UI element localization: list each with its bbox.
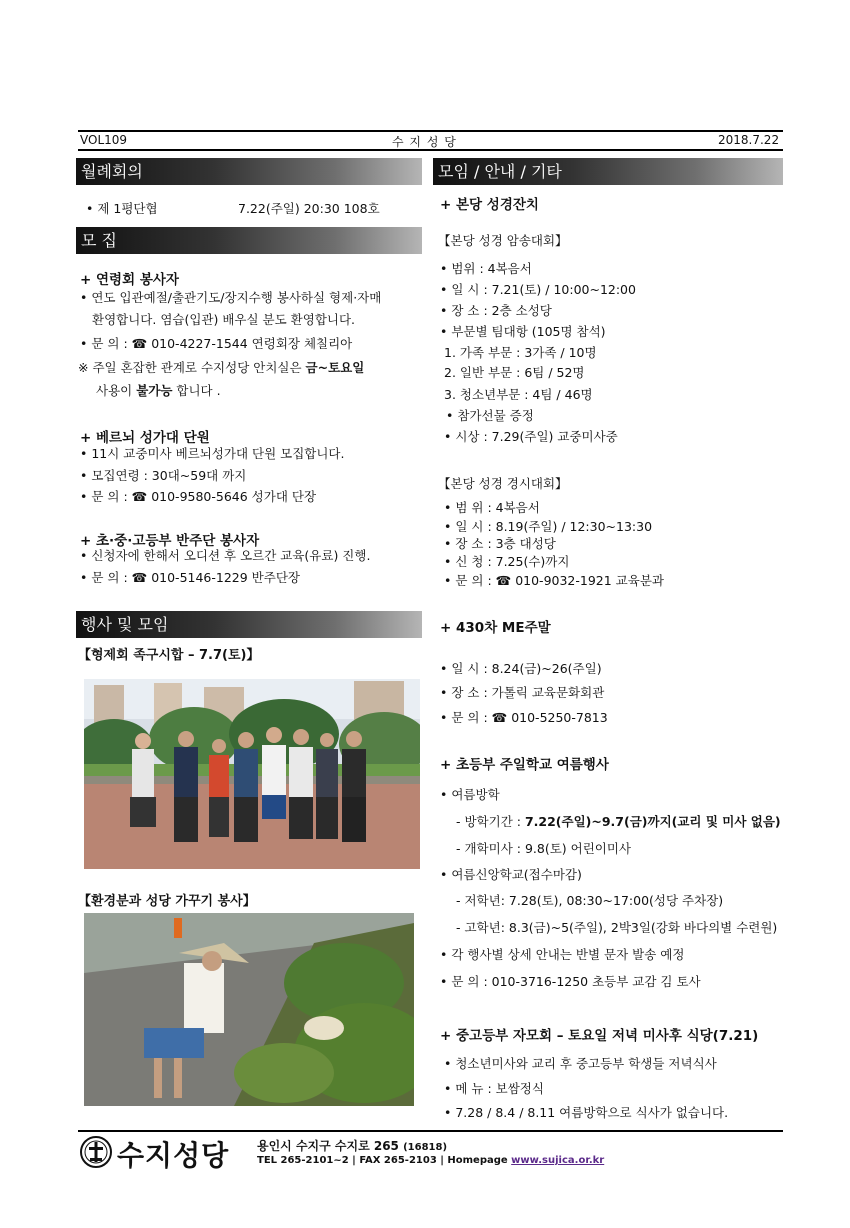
recruit-funeral-note1 — [78, 360, 364, 376]
me-weekend-title: + 430차 ME주말 — [440, 620, 551, 636]
recruit-funeral-line2: 환영합니다. 염습(입관) 배우실 분도 환영합니다. — [92, 312, 356, 327]
contact-label: • 문 의 : — [80, 336, 128, 351]
zip-code: (16818) — [403, 1142, 448, 1153]
parish-logo-icon — [80, 1136, 112, 1168]
recruit-funeral-contact — [80, 336, 352, 352]
newsletter-title: 수 지 성 당 — [392, 135, 457, 149]
footer-contact — [257, 1155, 604, 1166]
period-value: 7.22(주일)~9.7(금)까지(교리 및 미사 없음) — [524, 814, 781, 829]
phone-icon: ☎ — [495, 573, 512, 588]
recitation-place: • 장 소 : 2층 소성당 — [440, 303, 552, 318]
period-label: - 방학기간 : — [456, 814, 525, 829]
recruit-organ-contact — [80, 570, 300, 586]
phone-icon: ☎ — [131, 570, 148, 585]
recruit-funeral-title: + 연령회 봉사자 — [80, 272, 179, 288]
quiz-contact — [444, 573, 664, 589]
recitation-youth: 3. 청소년부문 : 4팀 / 46명 — [444, 387, 593, 402]
monthly-when: 7.22(주일) 20:30 108호 — [238, 201, 380, 216]
quiz-contest-subtitle: 【본당 성경 경시대회】 — [438, 476, 568, 491]
me-place: • 장 소 : 가톨릭 교육문화회관 — [440, 685, 605, 700]
phone-icon: ☎ — [131, 489, 148, 504]
phone-icon: ☎ — [491, 710, 508, 725]
contact-label: • 문 의 : — [440, 710, 488, 725]
contact-numbers: TEL 265-2101~2 | FAX 265-2103 | Homepage — [257, 1155, 512, 1166]
contact-label: • 문 의 : — [80, 489, 128, 504]
section-bar-monthly: 월례회의 — [76, 158, 422, 185]
note-text: ※ 주일 혼잡한 관계로 수지성당 안치실은 — [78, 360, 306, 375]
meal-line1: • 청소년미사와 교리 후 중고등부 학생들 저녁식사 — [444, 1056, 717, 1071]
monthly-group: • 제 1평단협 — [86, 201, 158, 216]
recitation-general: 2. 일반 부문 : 6팀 / 52명 — [444, 365, 585, 380]
contact-value: 010-4227-1544 연령회장 체칠리아 — [151, 336, 353, 351]
contact-value: 010-5146-1229 반주단장 — [151, 570, 300, 585]
mothers-meal-title: + 중고등부 자모회 – 토요일 저녁 미사후 식당(7.21) — [440, 1028, 759, 1044]
top-rule — [78, 130, 783, 132]
meal-no-service: • 7.28 / 8.4 / 8.11 여름방학으로 식사가 없습니다. — [444, 1105, 729, 1120]
recitation-gift: • 참가선물 증정 — [446, 408, 534, 423]
bible-festival-title: + 본당 성경잔치 — [440, 197, 539, 213]
soccer-group-photo — [84, 679, 420, 869]
summer-vacation-period — [456, 814, 781, 830]
recruit-choir-title: + 베르뇌 성가대 단원 — [80, 430, 210, 446]
garden-volunteer-photo — [84, 913, 414, 1106]
note-bold: 금~토요일 — [305, 360, 365, 375]
me-date: • 일 시 : 8.24(금)~26(주일) — [440, 661, 602, 676]
summer-lower-grades: - 저학년: 7.28(토), 08:30~17:00(성당 주차장) — [456, 893, 724, 908]
photo2-caption: 【환경분과 성당 가꾸기 봉사】 — [78, 894, 256, 909]
contact-value: 010-9580-5646 성가대 단장 — [151, 489, 317, 504]
summer-notice: • 각 행사별 상세 안내는 반별 문자 발송 예정 — [440, 947, 685, 962]
recitation-date: • 일 시 : 7.21(토) / 10:00~12:00 — [440, 282, 636, 297]
me-contact — [440, 710, 608, 726]
recruit-choir-line1: • 11시 교중미사 베르뇌성가대 단원 모집합니다. — [80, 446, 345, 461]
quiz-date: • 일 시 : 8.19(주일) / 12:30~13:30 — [444, 519, 653, 534]
recruit-choir-contact — [80, 489, 316, 505]
volume-number: VOL109 — [80, 133, 128, 147]
recruit-organ-title: + 초·중·고등부 반주단 봉사자 — [80, 533, 260, 549]
footer-address — [257, 1137, 447, 1154]
summer-faith-school: • 여름신앙학교(접수마감) — [440, 867, 582, 882]
footer-rule — [78, 1130, 783, 1132]
recruit-funeral-line1: • 연도 입관예절/출관기도/장지수행 봉사하실 형제·자매 — [80, 290, 382, 305]
contact-value: 010-9032-1921 교육분과 — [515, 573, 664, 588]
header-rule — [78, 149, 783, 151]
summer-vacation: • 여름방학 — [440, 787, 500, 802]
note-text: 사용이 — [96, 383, 137, 398]
recitation-contest-subtitle: 【본당 성경 암송대회】 — [438, 233, 568, 248]
note-bold: 불가능 — [136, 383, 173, 398]
homepage-link[interactable]: www.sujica.or.kr — [511, 1155, 605, 1166]
quiz-range: • 범 위 : 4복음서 — [444, 500, 540, 515]
phone-icon: ☎ — [131, 336, 148, 351]
note-text: 합니다 . — [172, 383, 221, 398]
contact-value: 010-5250-7813 — [511, 710, 608, 725]
summer-contact: • 문 의 : 010-3716-1250 초등부 교감 김 토사 — [440, 974, 701, 989]
section-bar-notices: 모임 / 안내 / 기타 — [433, 158, 783, 185]
summer-opening-mass: - 개학미사 : 9.8(토) 어린이미사 — [456, 841, 631, 856]
contact-label: • 문 의 : — [444, 573, 492, 588]
issue-date: 2018.7.22 — [718, 133, 780, 147]
summer-upper-grades: - 고학년: 8.3(금)~5(주일), 2박3일(강화 바다의별 수련원) — [456, 920, 778, 935]
contact-label: • 문 의 : — [80, 570, 128, 585]
recitation-family: 1. 가족 부문 : 3가족 / 10명 — [444, 345, 597, 360]
quiz-place: • 장 소 : 3층 대성당 — [444, 536, 556, 551]
section-bar-events: 행사 및 모임 — [76, 611, 422, 638]
recruit-organ-line1: • 신청자에 한해서 오디션 후 오르간 교육(유료) 진행. — [80, 548, 371, 563]
parish-logo-text: 수지성당 — [117, 1139, 230, 1172]
recitation-award: • 시상 : 7.29(주일) 교중미사중 — [444, 429, 618, 444]
summer-event-title: + 초등부 주일학교 여름행사 — [440, 757, 609, 773]
address-text: 용인시 수지구 수지로 265 — [257, 1139, 399, 1153]
meal-menu: • 메 뉴 : 보쌈정식 — [444, 1081, 544, 1096]
recruit-choir-line2: • 모집연령 : 30대~59대 까지 — [80, 468, 247, 483]
quiz-apply: • 신 청 : 7.25(수)까지 — [444, 554, 570, 569]
photo1-caption: 【형제회 족구시합 – 7.7(토)】 — [78, 648, 260, 663]
recruit-funeral-note2 — [96, 383, 221, 399]
recitation-range: • 범위 : 4복음서 — [440, 261, 532, 276]
recitation-format: • 부문별 팀대항 (105명 참석) — [440, 324, 606, 339]
section-bar-recruit: 모 집 — [76, 227, 422, 254]
